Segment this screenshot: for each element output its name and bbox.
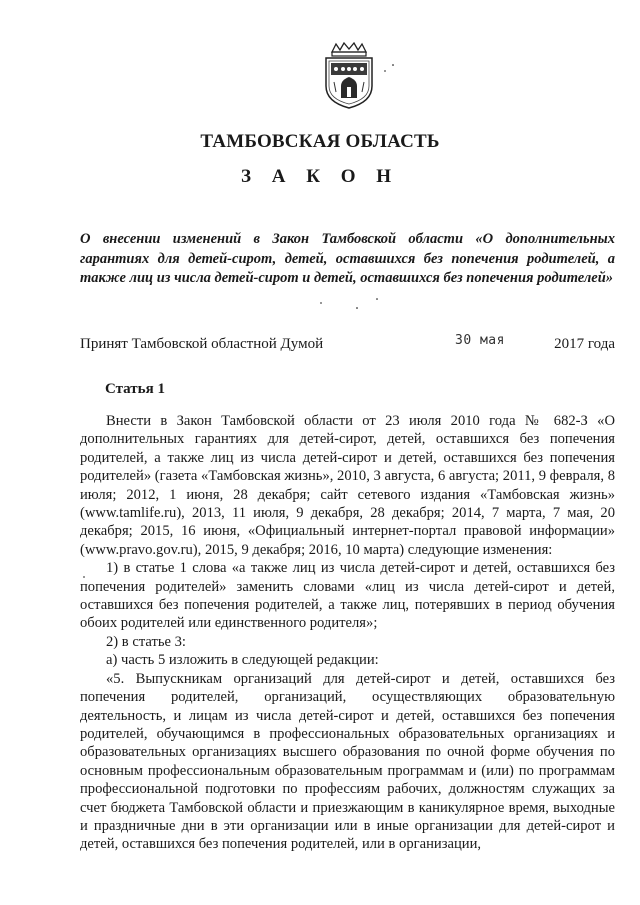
adopted-by-text: Принят Тамбовской областной Думой	[80, 336, 324, 352]
scan-speck	[320, 302, 322, 304]
tambov-coat-of-arms-icon	[320, 42, 378, 110]
article-heading: Статья 1	[105, 381, 165, 397]
paragraph: «5. Выпускникам организаций для детей-сирот и детей, оставшихся без попечения родителей, организаций, осуществляющих образовательную деятельность, и лицам из числа детей-сирот и детей, оставшихся без попечения родителей, обучающимся в профессиональных образовательных организациях и образовательных организациях высшего образования по очной форме обучения по основным профессиональным образовательным программам и (или) по программам профессиональной подготовки по профессиям рабочих, должностям служащих за счет бюджета Тамбовской области и приезжающим в каникулярное время, выходные и праздничные дни в эти организации или в иные организации для детей-сирот и детей, оставшихся без попечения родителей, или в организации,	[80, 670, 615, 853]
paragraph: Внести в Закон Тамбовской области от 23 июля 2010 года № 682-З «О дополнительных гарантиях для детей-сирот, детей, оставшихся без попечения родителей, а также лиц из числа детей-сирот и детей, оставшихся без попечения родителей» (газета «Тамбовская жизнь», 2010, 3 августа, 6 августа; 2011, 9 февраля, 8 июля; 2012, 1 июня, 28 декабря; сайт сетевого издания «Тамбовская жизнь» (www.tamlife.ru), 2013, 11 июля, 9 декабря, 28 декабря; 2014, 7 марта, 7 мая, 20 декабря; 2015, 16 июня, «Официальный интернет-портал правовой информации» (www.pravo.gov.ru), 2015, 9 декабря; 2016, 10 марта) следующие изменения:	[80, 413, 615, 558]
law-title: О внесении изменений в Закон Тамбовской области «О дополнительных гарантиях для детей-сирот, детей, оставшихся без попечения родителей, а также лиц из числа детей-сирот и детей, оставшихся без попечения родителей»	[80, 231, 615, 286]
paragraph: 2) в статье 3:	[106, 633, 186, 650]
document-type-heading: З А К О Н	[240, 166, 400, 187]
region-heading: ТАМБОВСКАЯ ОБЛАСТЬ	[200, 131, 440, 152]
article-body	[80, 412, 615, 854]
scan-speck	[83, 576, 85, 578]
adoption-year: 2017 года	[554, 336, 615, 352]
scan-speck	[392, 64, 394, 66]
adoption-line	[80, 333, 615, 356]
adoption-date-handwritten: 30 мая	[455, 333, 505, 348]
scan-speck	[356, 307, 358, 309]
paragraph: 1) в статье 1 слова «а также лиц из числа детей-сирот и детей, оставшихся без попечения родителей» заменить словами «лиц из числа детей-сирот и детей, оставшихся без попечения родителей, а также лиц, потерявших в период обучения обоих родителей или единственного родителя»;	[80, 560, 615, 632]
paragraph: а) часть 5 изложить в следующей редакции:	[106, 652, 379, 669]
scan-speck	[376, 298, 378, 300]
scan-speck	[384, 70, 386, 72]
